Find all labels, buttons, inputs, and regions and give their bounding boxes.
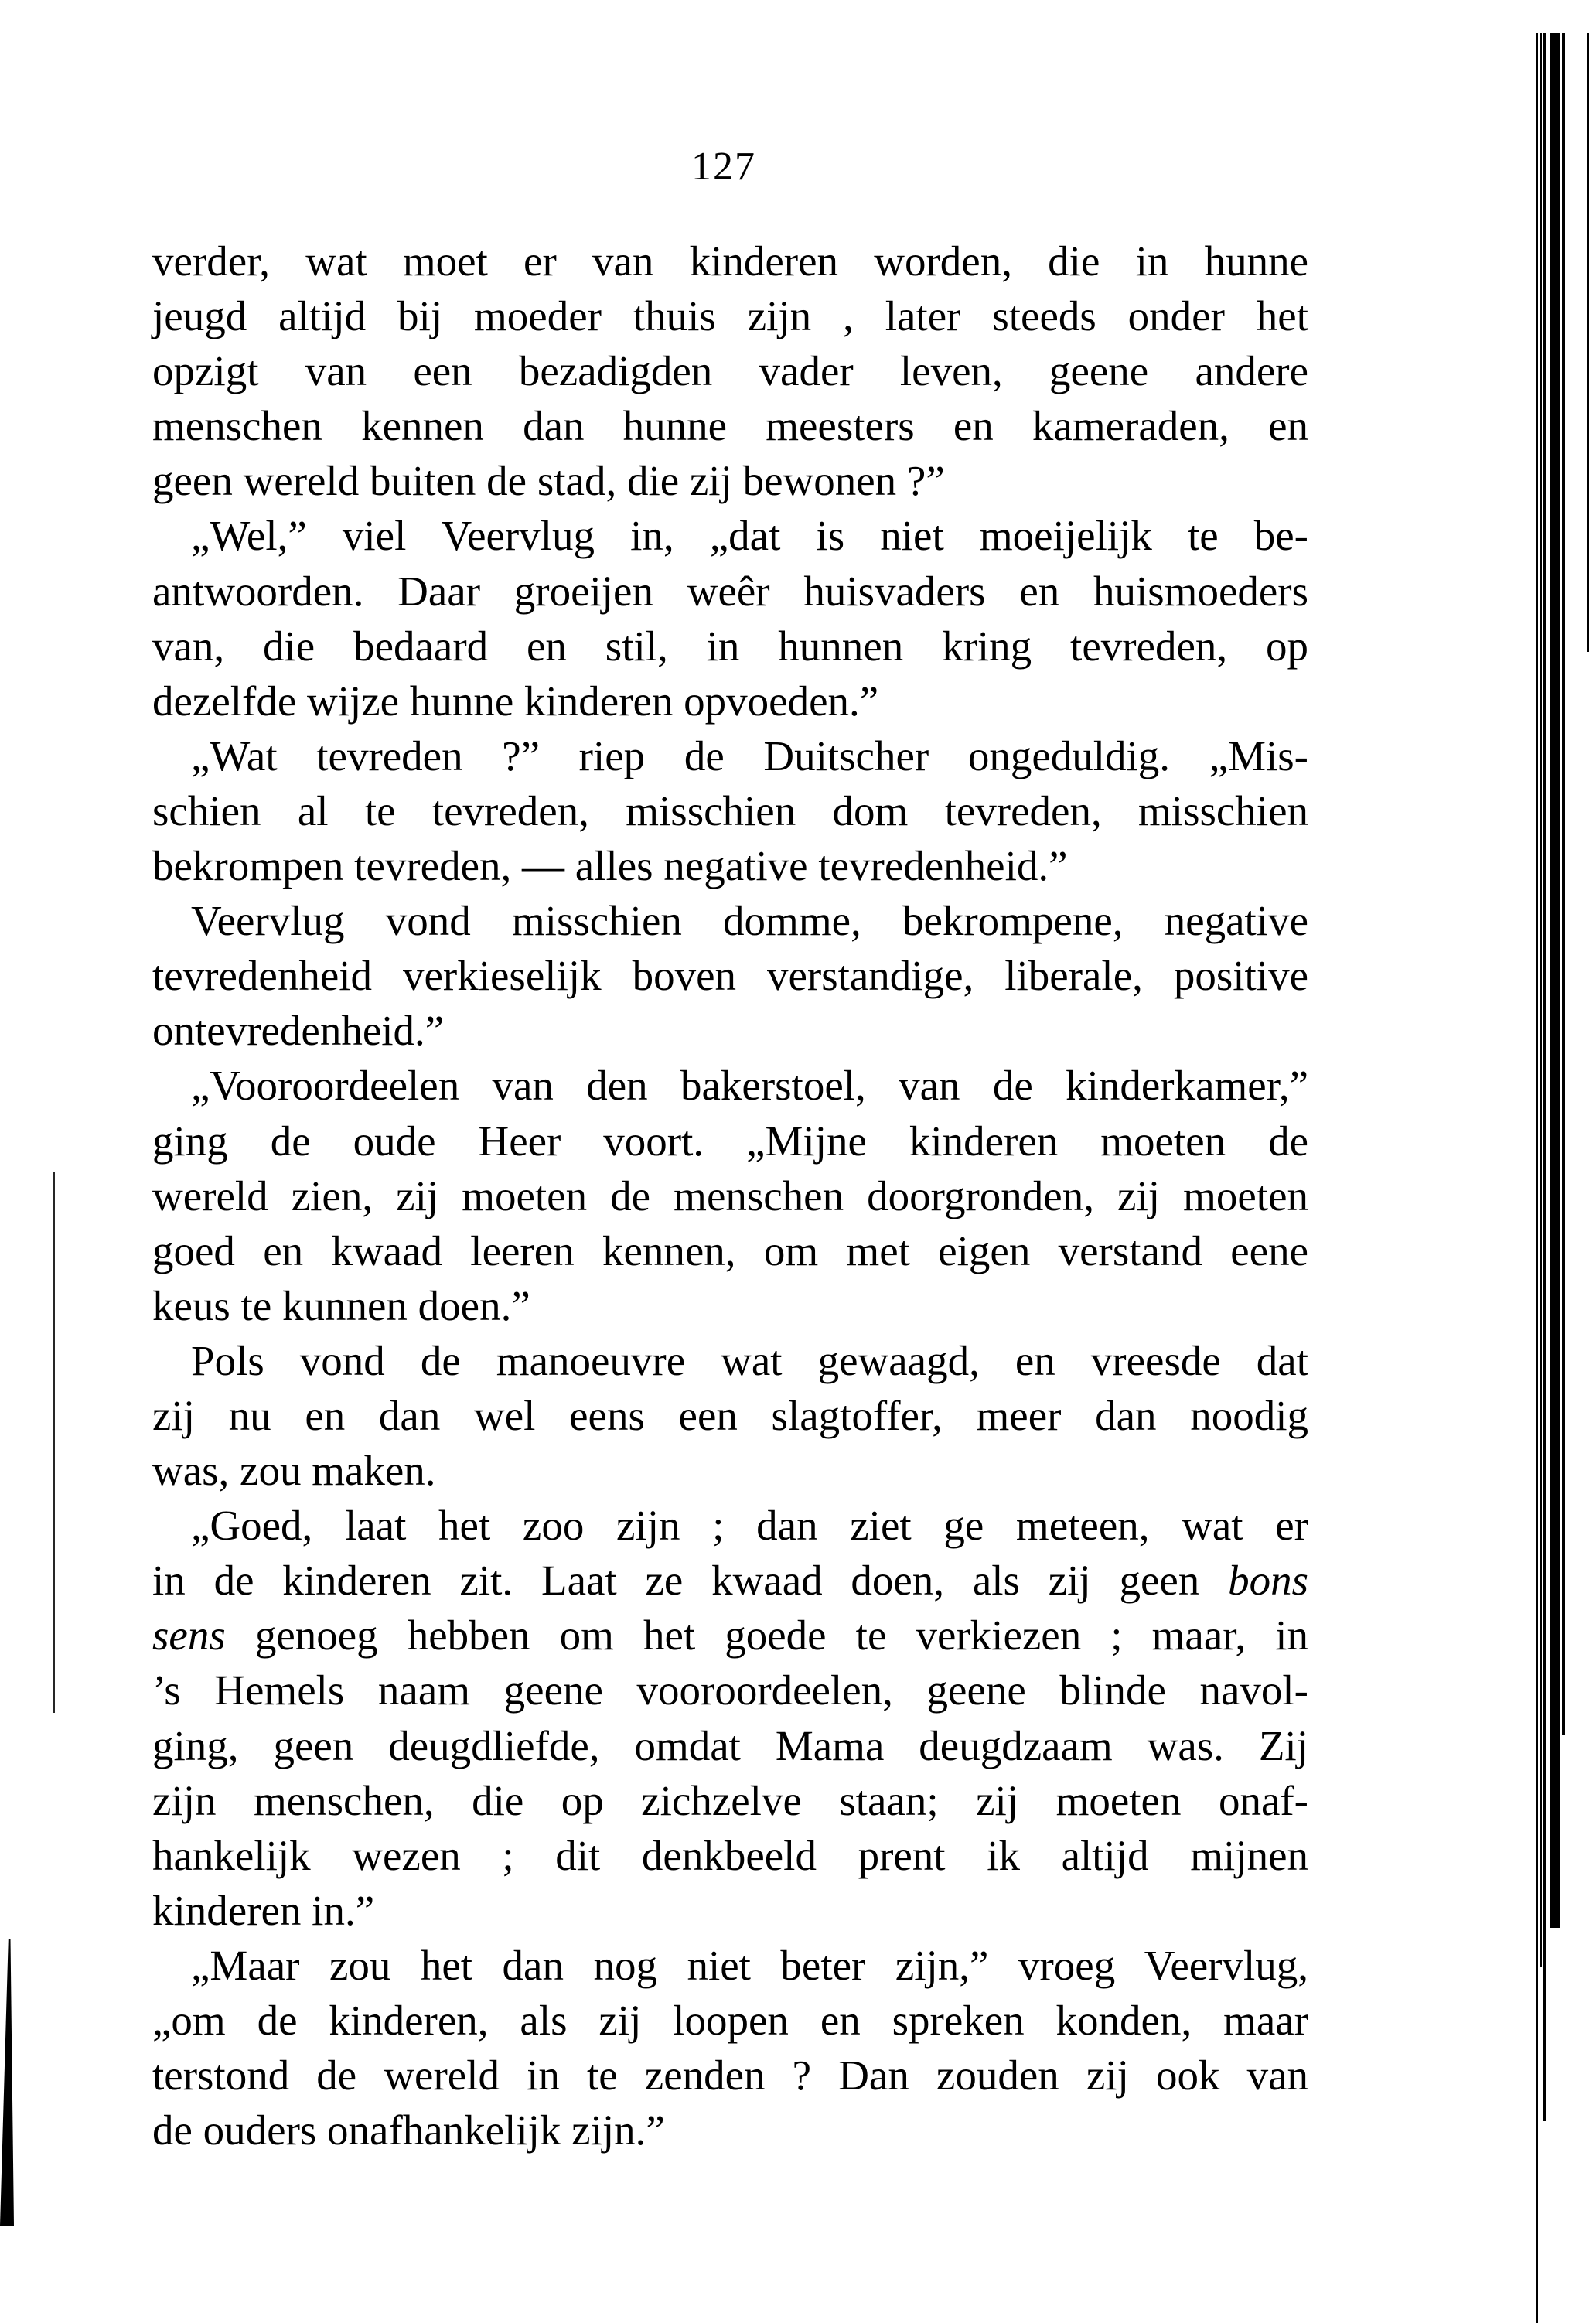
text-line: kinderen in.”	[152, 1886, 375, 1934]
text-line: dezelfde wijze hunne kinderen opvoeden.”	[152, 677, 879, 725]
text-line: zijn menschen, die op zichzelve staan; zij moeten onaf-	[152, 1776, 1308, 1824]
text-line: ontevredenheid.”	[152, 1007, 445, 1055]
text-segment: in de kinderen zit. Laat ze kwaad doen, als zij geen	[152, 1557, 1229, 1605]
text-line	[152, 1553, 1308, 1608]
text-line	[152, 1608, 1308, 1663]
text-line: ging, geen deugdliefde, omdat Mama deugdzaam was. Zij	[152, 1721, 1308, 1769]
text-line: goed en kwaad leeren kennen, om met eigen verstand eene	[152, 1226, 1308, 1274]
text-line: van, die bedaard en stil, in hunnen kring tevreden, op	[152, 622, 1308, 670]
text-line: antwoorden. Daar groeijen weêr huisvaders en huismoeders	[152, 567, 1308, 615]
text-line: zij nu en dan wel eens een slagtoffer, meer dan noodig	[152, 1391, 1308, 1439]
text-line: terstond de wereld in te zenden ? Dan zouden zij ook van	[152, 2052, 1308, 2100]
text-line: de ouders onafhankelijk zijn.”	[152, 2106, 665, 2154]
text-line: Pols vond de manoeuvre wat gewaagd, en vreesde dat	[191, 1336, 1308, 1384]
text-line: „Goed, laat het zoo zijn ; dan ziet ge meteen, wat er	[191, 1502, 1308, 1550]
text-line: „Maar zou het dan nog niet beter zijn,” vroeg Veervlug,	[191, 1941, 1308, 1989]
text-line: „Vooroordeelen van den bakerstoel, van de kinderkamer,”	[191, 1062, 1308, 1110]
text-line: ging de oude Heer voort. „Mijne kinderen moeten de	[152, 1117, 1308, 1165]
text-line: schien al te tevreden, misschien dom tevreden, misschien	[152, 786, 1308, 834]
text-segment: genoeg hebben om het goede te verkiezen ; maar, in	[225, 1612, 1308, 1660]
body-text	[152, 234, 1308, 2158]
text-line: verder, wat moet er van kinderen worden, die in hunne	[152, 237, 1308, 285]
text-line: Veervlug vond misschien domme, bekrompene, negative	[191, 897, 1308, 945]
text-line: ’s Hemels naam geene vooroordeelen, geene blinde navol-	[152, 1666, 1308, 1714]
binding-edge-shadow	[1534, 33, 1596, 2323]
text-line: wereld zien, zij moeten de menschen doorgronden, zij moeten	[152, 1172, 1308, 1219]
left-edge-hairline	[53, 1172, 55, 1713]
italic-phrase: bons	[1228, 1557, 1308, 1605]
page-number: 127	[691, 145, 756, 189]
text-line: jeugd altijd bij moeder thuis zijn , later steeds onder het	[152, 292, 1308, 340]
text-line: geen wereld buiten de stad, die zij bewonen ?”	[152, 457, 945, 505]
text-line: tevredenheid verkieselijk boven verstandige, liberale, positive	[152, 952, 1308, 1000]
text-line: was, zou maken.	[152, 1447, 436, 1495]
text-line: keus te kunnen doen.”	[152, 1281, 530, 1329]
text-line: hankelijk wezen ; dit denkbeeld prent ik altijd mijnen	[152, 1831, 1308, 1879]
left-edge-shadow	[0, 1939, 14, 2226]
italic-phrase: sens	[152, 1612, 226, 1660]
text-line: opzigt van een bezadigden vader leven, geene andere	[152, 347, 1308, 395]
text-line: „Wel,” viel Veervlug in, „dat is niet moeijelijk te be-	[191, 512, 1308, 560]
text-line: „om de kinderen, als zij loopen en spreken konden, maar	[152, 1997, 1308, 2044]
text-line: bekrompen tevreden, — alles negative tevredenheid.”	[152, 842, 1068, 890]
text-line: menschen kennen dan hunne meesters en kameraden, en	[152, 402, 1308, 450]
text-line: „Wat tevreden ?” riep de Duitscher ongeduldig. „Mis-	[191, 732, 1308, 779]
